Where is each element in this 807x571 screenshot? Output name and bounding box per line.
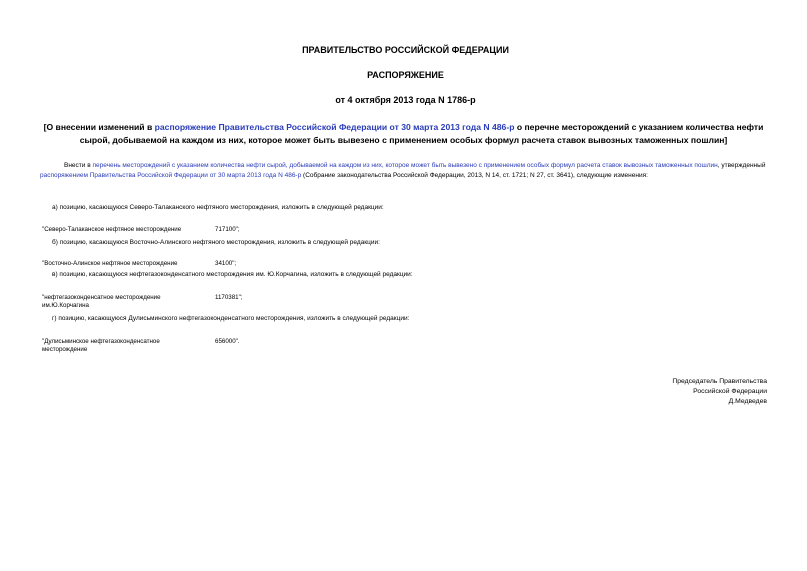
replacement-value-a: 717100"; — [215, 226, 240, 233]
intro-middle: , утвержденный — [717, 162, 766, 169]
replacement-name-c: "нефтегазоконденсатное месторождение им.Ю.Корчагина — [42, 294, 161, 309]
government-heading: ПРАВИТЕЛЬСТВО РОССИЙСКОЙ ФЕДЕРАЦИИ — [302, 45, 509, 55]
amendment-item-a: а) позицию, касающуюся Северо-Талаканского нефтяного месторождения, изложить в следующей редакции: — [52, 204, 384, 211]
replacement-value-b: 34100"; — [215, 260, 237, 267]
intro-suffix: (Собрание законодательства Российской Федерации, 2013, N 14, ст. 1721; N 27, ст. 3641), следующие изменения: — [301, 172, 648, 179]
replacement-name-a: "Северо-Талаканское нефтяное месторождение — [42, 226, 182, 233]
document-type-heading: РАСПОРЯЖЕНИЕ — [367, 70, 444, 80]
signature-position-line1: Председатель Правительства — [672, 378, 767, 385]
signature-block — [672, 377, 767, 407]
signature-name: Д.Медведев — [728, 398, 767, 405]
replacement-name-d: "Дулисьминское нефтегазоконденсатное месторождение — [42, 338, 160, 353]
replacement-name-b: "Восточно-Алинское нефтяное месторождение — [42, 260, 178, 267]
intro-list-link[interactable]: перечень месторождений с указанием количества нефти сырой, добываемой на каждом из них, которое может быть вывезено с применением особых формул расчета ставок вывозных таможенных пошлин — [92, 162, 718, 169]
replacement-value-c: 1170381"; — [215, 294, 243, 301]
title-regulation-link[interactable]: распоряжение Правительства Российской Федерации от 30 марта 2013 года N 486-р — [154, 122, 515, 132]
document-title — [40, 121, 767, 147]
title-suffix: о перечне месторождений с указанием количества нефти сырой, добываемой на каждом из них, которое может быть вывезено с применением особых формул расчета ставок вывозных таможенных пошлин] — [79, 122, 764, 145]
intro-prefix: Внести в — [64, 162, 93, 169]
signature-position-line2: Российской Федерации — [693, 388, 767, 395]
title-prefix: [О внесении изменений в — [43, 122, 155, 132]
amendment-item-c: в) позицию, касающуюся нефтегазоконденсатного месторождения им. Ю.Корчагина, изложить в следующей редакции: — [52, 271, 413, 278]
amendment-item-d: г) позицию, касающуюся Дулисьминского нефтегазоконденсатного месторождения, изложить в следующей редакции: — [52, 315, 410, 322]
intro-paragraph — [40, 161, 768, 181]
document-date-number: от 4 октября 2013 года N 1786-р — [335, 95, 476, 105]
amendment-item-b: б) позицию, касающуюся Восточно-Алинского нефтяного месторождения, изложить в следующей редакции: — [52, 239, 380, 246]
replacement-value-d: 656000". — [215, 338, 240, 345]
intro-regulation-link[interactable]: распоряжением Правительства Российской Федерации от 30 марта 2013 года N 486-р — [40, 172, 302, 179]
